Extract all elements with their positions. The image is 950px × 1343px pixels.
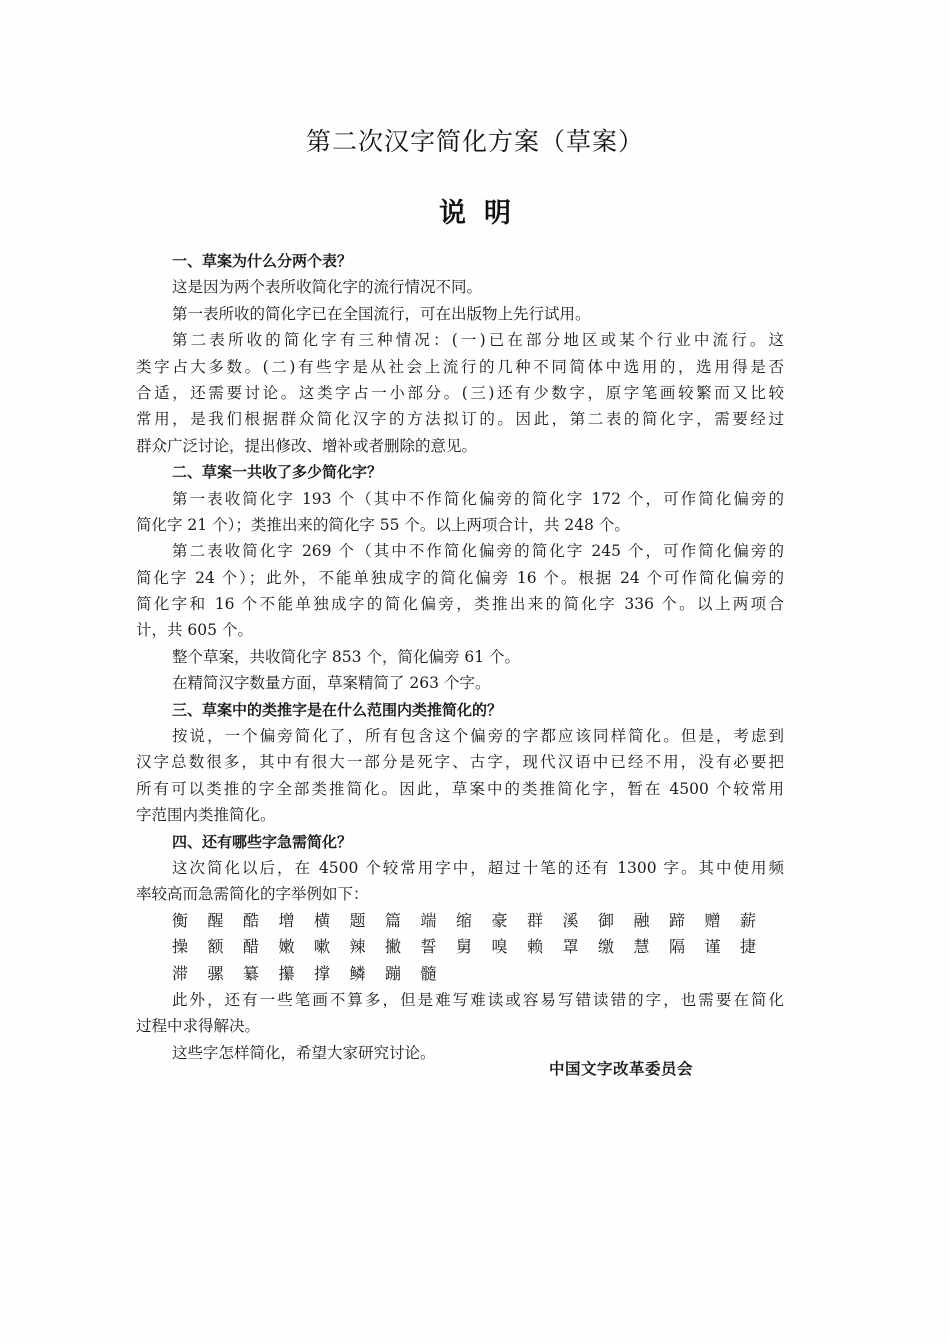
example-char: 御 xyxy=(598,910,615,930)
example-char: 撇 xyxy=(385,937,402,957)
paragraph-line: 简化字和 16 个不能单独成字的简化偏旁，类推出来的简化字 336 个。以上两项合 xyxy=(136,595,784,614)
example-char: 溪 xyxy=(562,910,579,930)
paragraph-line: 第一表收简化字 193 个（其中不作简化偏旁的简化字 172 个，可作简化偏旁的 xyxy=(172,489,784,508)
section-heading-4: 四、还有哪些字急需简化？ xyxy=(172,832,353,851)
page-title: 第二次汉字简化方案（草案） xyxy=(305,127,644,156)
example-char: 嗽 xyxy=(314,937,331,957)
example-char: 嫩 xyxy=(278,937,295,957)
paragraph-line: 这些字怎样简化，希望大家研究讨论。 xyxy=(172,1043,436,1062)
example-char: 谨 xyxy=(704,937,721,957)
paragraph-line: 简化字 24 个）；此外，不能单独成字的简化偏旁 16 个。根据 24 个可作简化偏旁的 xyxy=(136,568,784,587)
example-char: 缩 xyxy=(456,910,473,930)
example-char: 融 xyxy=(633,910,650,930)
example-char: 骡 xyxy=(207,963,224,983)
example-char: 舅 xyxy=(456,937,473,957)
example-char: 罩 xyxy=(562,937,579,957)
paragraph-line: 这是因为两个表所收简化字的流行情况不同。 xyxy=(172,278,483,297)
paragraph-line: 此外，还有一些笔画不算多，但是难写难读或容易写错读错的字，也需要在简化 xyxy=(172,990,784,1009)
paragraph-line: 字范围内类推简化。 xyxy=(136,806,276,825)
example-chars-row-3 xyxy=(136,961,784,987)
example-char: 蹦 xyxy=(385,963,402,983)
example-char: 鳞 xyxy=(349,963,366,983)
example-chars-row-1 xyxy=(136,908,784,934)
example-char: 誓 xyxy=(420,937,437,957)
paragraph-line: 按说，一个偏旁简化了，所有包含这个偏旁的字都应该同样简化。但是，考虑到 xyxy=(172,727,784,746)
example-char: 赠 xyxy=(704,910,721,930)
paragraph-line: 简化字 21 个）；类推出来的简化字 55 个。以上两项合计，共 248 个。 xyxy=(136,515,630,534)
signature: 中国文字改革委员会 xyxy=(549,1060,694,1078)
paragraph-line: 第二表收简化字 269 个（其中不作简化偏旁的简化字 245 个，可作简化偏旁的 xyxy=(172,542,784,561)
example-chars-row-2 xyxy=(136,934,784,960)
example-char: 滞 xyxy=(172,963,189,983)
paragraph-line: 过程中求得解决。 xyxy=(136,1017,261,1036)
example-char: 隔 xyxy=(669,937,686,957)
example-char: 操 xyxy=(172,937,189,957)
paragraph-line: 合适，还需要讨论。这类字占一小部分。(三)还有少数字，原字笔画较繁而又比较 xyxy=(136,383,784,402)
example-char: 增 xyxy=(278,910,295,930)
example-char: 豪 xyxy=(491,910,508,930)
section-heading-1: 一、草案为什么分两个表？ xyxy=(172,252,353,270)
example-char: 薪 xyxy=(740,910,757,930)
paragraph-line: 这次简化以后，在 4500 个较常用字中，超过十笔的还有 1300 字。其中使用频 xyxy=(172,858,784,877)
paragraph-line: 所有可以类推的字全部类推简化。因此，草案中的类推简化字，暂在 4500 个较常用 xyxy=(136,779,784,798)
example-char: 醒 xyxy=(207,910,224,930)
paragraph-line: 常用，是我们根据群众简化汉字的方法拟订的。因此，第二表的简化字，需要经过 xyxy=(136,410,784,429)
example-char: 额 xyxy=(207,937,224,957)
example-char: 撑 xyxy=(314,963,331,983)
section-title: 说明 xyxy=(439,198,529,229)
example-char: 题 xyxy=(349,910,366,930)
paragraph-line: 在精简汉字数量方面，草案精简了 263 个字。 xyxy=(172,674,491,693)
example-char: 群 xyxy=(527,910,544,930)
example-char: 慧 xyxy=(633,937,650,957)
section-heading-3: 三、草案中的类推字是在什么范围内类推简化的？ xyxy=(172,700,503,719)
paragraph-line: 整个草案，共收简化字 853 个，简化偏旁 61 个。 xyxy=(172,647,521,666)
example-char: 横 xyxy=(314,910,331,930)
example-char: 嗅 xyxy=(491,937,508,957)
example-char: 捷 xyxy=(740,937,757,957)
paragraph-line: 第一表所收的简化字已在全国流行，可在出版物上先行试用。 xyxy=(172,304,591,323)
example-char: 髓 xyxy=(420,963,437,983)
paragraph-line: 群众广泛讨论，提出修改、增补或者删除的意见。 xyxy=(136,436,478,455)
paragraph-line: 第二表所收的简化字有三种情况：(一)已在部分地区或某个行业中流行。这 xyxy=(172,331,784,350)
paragraph-line: 类字占大多数。(二)有些字是从社会上流行的几种不同简体中选用的，选用得是否 xyxy=(136,357,784,376)
document-body xyxy=(136,248,784,1066)
example-char: 蹄 xyxy=(669,910,686,930)
example-char: 衡 xyxy=(172,910,189,930)
section-heading-2: 二、草案一共收了多少简化字？ xyxy=(172,463,383,482)
example-char: 攥 xyxy=(278,963,295,983)
paragraph-line: 率较高而急需简化的字举例如下： xyxy=(136,885,369,904)
paragraph-line: 计，共 605 个。 xyxy=(136,621,253,640)
paragraph-line: 汉字总数很多，其中有很大一部分是死字、古字，现代汉语中已经不用，没有必要把 xyxy=(136,753,784,772)
example-char: 端 xyxy=(420,910,437,930)
example-char: 酷 xyxy=(243,910,260,930)
example-char: 缴 xyxy=(598,937,615,957)
example-char: 篇 xyxy=(385,910,402,930)
example-char: 醋 xyxy=(243,937,260,957)
example-char: 纂 xyxy=(243,963,260,983)
example-char: 赖 xyxy=(527,937,544,957)
example-char: 辣 xyxy=(349,937,366,957)
